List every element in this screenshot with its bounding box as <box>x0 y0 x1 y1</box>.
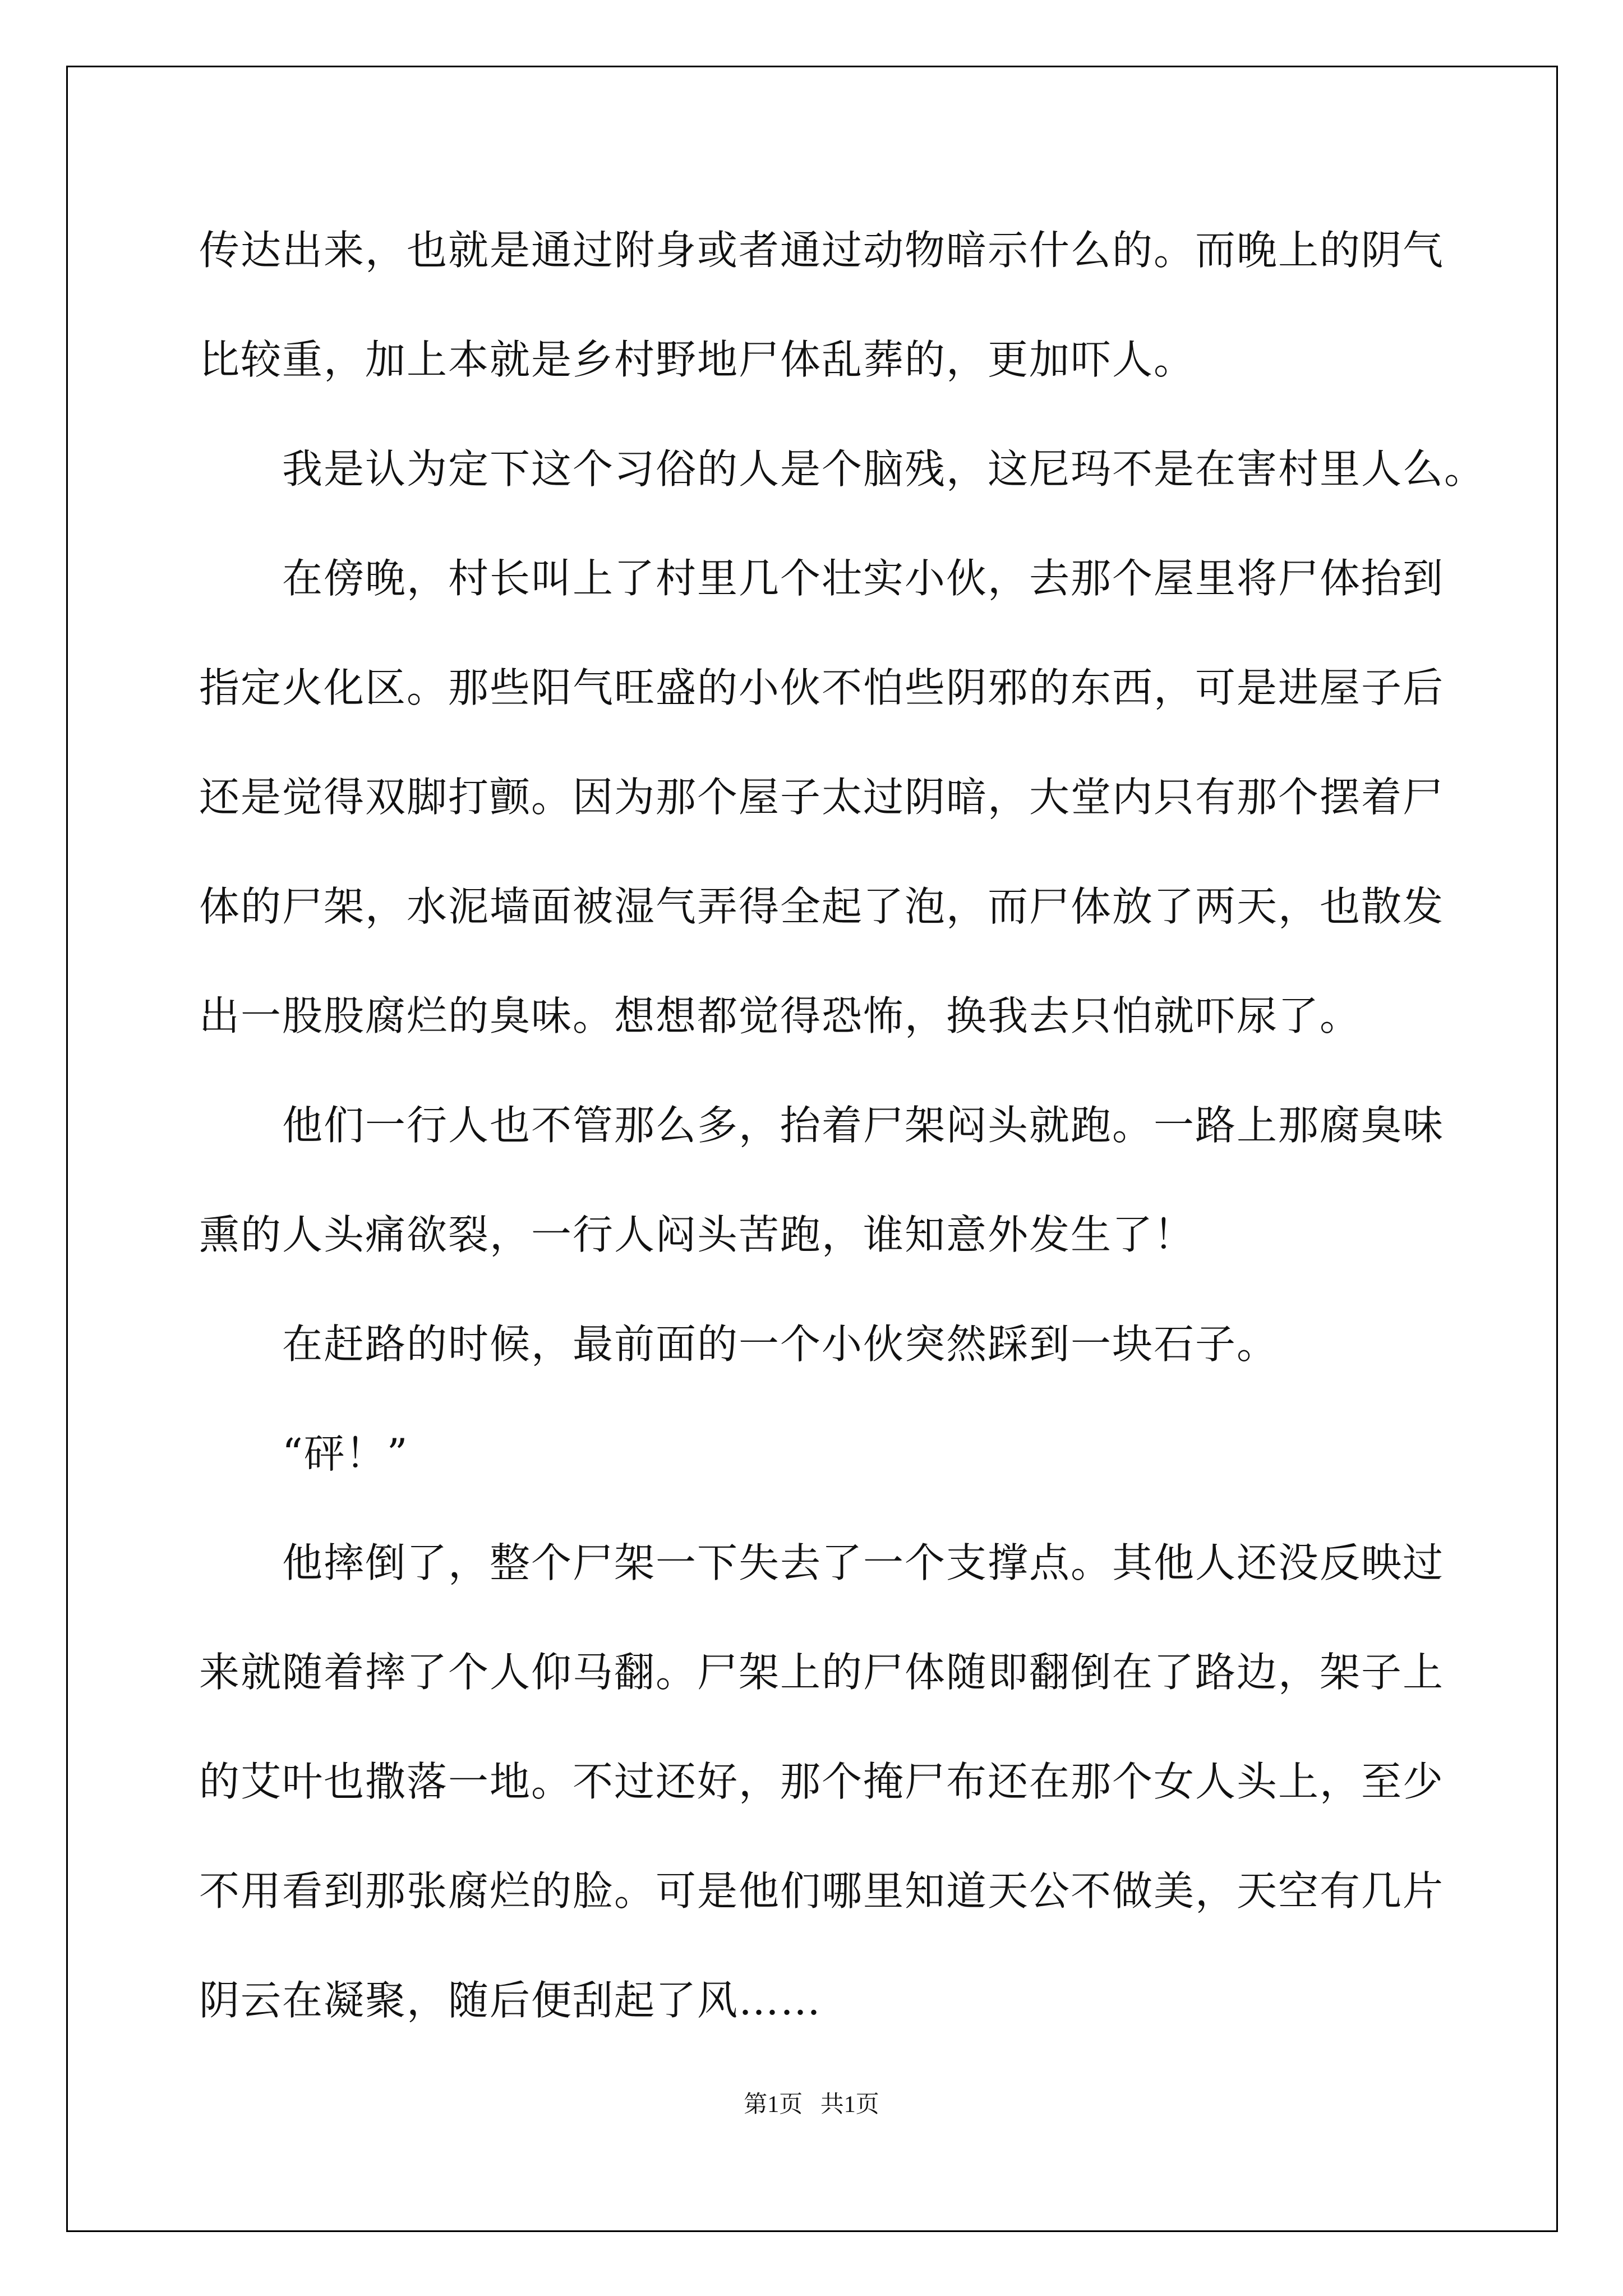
page-footer: 第1页 共1页 <box>744 2092 879 2118</box>
text-line: 传达出来，也就是通过附身或者通过动物暗示什么的。而晚上的阴气 <box>199 227 1445 274</box>
text-line: 比较重，加上本就是乡村野地尸体乱葬的，更加吓人。 <box>199 336 1196 383</box>
text-line: 来就随着摔了个人仰马翻。尸架上的尸体随即翻倒在了路边，架子上 <box>199 1649 1445 1696</box>
text-line: 出一股股腐烂的臭味。想想都觉得恐怖，换我去只怕就吓尿了。 <box>199 992 1362 1039</box>
text-line: 熏的人头痛欲裂，一行人闷头苦跑，谁知意外发生了！ <box>199 1211 1196 1258</box>
text-line: 阴云在凝聚，随后便刮起了风…… <box>199 1977 822 2024</box>
text-line: 的艾叶也撒落一地。不过还好，那个掩尸布还在那个女人头上，至少 <box>199 1758 1445 1805</box>
text-line: “砰！” <box>282 1430 409 1477</box>
document-body <box>199 223 1486 2083</box>
text-line: 指定火化区。那些阳气旺盛的小伙不怕些阴邪的东西，可是进屋子后 <box>199 664 1445 711</box>
text-line: 体的尸架，水泥墙面被湿气弄得全起了泡，而尸体放了两天，也散发 <box>199 883 1445 930</box>
text-line: 不用看到那张腐烂的脸。可是他们哪里知道天公不做美，天空有几片 <box>199 1867 1445 1915</box>
text-line: 还是觉得双脚打颤。因为那个屋子太过阴暗，大堂内只有那个摆着尸 <box>199 774 1445 821</box>
text-line: 在傍晚，村长叫上了村里几个壮实小伙，去那个屋里将尸体抬到 <box>282 555 1445 602</box>
text-line: 我是认为定下这个习俗的人是个脑残，这尼玛不是在害村里人么。 <box>282 445 1486 493</box>
text-line: 他们一行人也不管那么多，抬着尸架闷头就跑。一路上那腐臭味 <box>282 1102 1445 1149</box>
text-line: 他摔倒了，整个尸架一下失去了一个支撑点。其他人还没反映过 <box>282 1539 1445 1586</box>
text-line: 在赶路的时候，最前面的一个小伙突然踩到一块石子。 <box>282 1320 1279 1368</box>
